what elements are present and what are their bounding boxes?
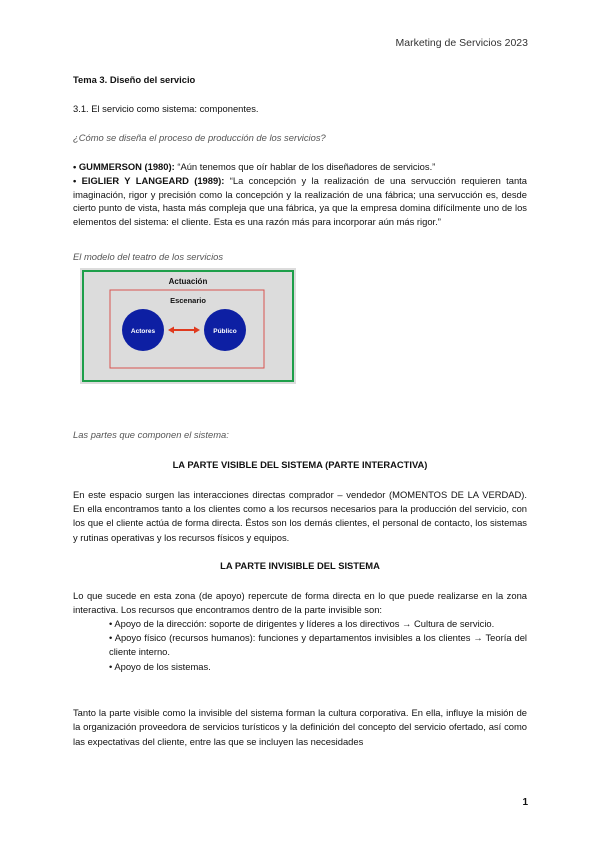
quote-eiglier — [73, 174, 527, 229]
theatre-model-diagram — [80, 268, 296, 384]
publico-label: Público — [213, 328, 237, 335]
escenario-label: Escenario — [170, 296, 206, 305]
quote-gummerson — [73, 160, 527, 174]
parts-caption: Las partes que componen el sistema: — [73, 429, 229, 440]
quotes-block — [73, 160, 527, 229]
visible-part-body: En este espacio surgen las interacciones directas comprador – vendedor (MOMENTOS DE LA VERDAD). En ella encontramos tanto a los clientes como a los recursos necesarios para la producción del servicio, con los que el cliente actúa de forma directa. Éstos son los demás clientes, el personal de contacto, los sistemas y rutinas operativas y los recursos físicos y equipos. — [73, 489, 527, 543]
visible-part-heading: LA PARTE VISIBLE DEL SISTEMA (PARTE INTERACTIVA) — [172, 459, 428, 470]
closing-paragraph: Tanto la parte visible como la invisible del sistema forman la cultura corporativa. En ella, influye la misión de la organización proveedora de servicios turísticos y la definición del concepto del servicio ofertado, así como las expectativas del cliente, entre las que se incluyen las necesidades — [73, 707, 527, 747]
guiding-question: ¿Cómo se diseña el proceso de producción de los servicios? — [73, 132, 326, 143]
support-list — [109, 617, 527, 674]
list-item: • Apoyo de los sistemas. — [109, 660, 211, 672]
quote-author: • EIGLIER Y LANGEARD (1989): — [73, 174, 225, 186]
list-item: • Apoyo físico (recursos humanos): funciones y departamentos invisibles a los clientes → Teoría del cliente interno. — [109, 632, 527, 658]
list-item: • Apoyo de la dirección: soporte de dirigentes y líderes a los directivos → Cultura de servicio. — [109, 618, 495, 629]
invisible-part-heading: LA PARTE INVISIBLE DEL SISTEMA — [220, 560, 380, 571]
invisible-part-body: Lo que sucede en esta zona (de apoyo) repercute de forma directa en lo que puede realizarse en la zona interactiva. Los recursos que encontramos dentro de la parte invisible son: — [73, 590, 527, 616]
page-header: Marketing de Servicios 2023 — [395, 37, 528, 49]
section-subtitle: 3.1. El servicio como sistema: componentes. — [73, 103, 259, 114]
diagram-caption: El modelo del teatro de los servicios — [73, 251, 224, 262]
page-number: 1 — [522, 797, 528, 808]
quote-text: “Aún tenemos que oír hablar de los diseñadores de servicios.” — [174, 161, 436, 172]
actuacion-label: Actuación — [168, 277, 208, 286]
page-title: Tema 3. Diseño del servicio — [73, 74, 196, 85]
quote-author: • GUMMERSON (1980): — [73, 161, 175, 172]
quote-text: “La concepción y la realización de una servucción requieren tanta imaginación, rigor y precisión como la concepción y la realización de una fábrica; una servucción es, desde cierto punto de vista, hasta más compleja que una fábrica, ya que la empresa domina difícilmente uno de los elementos del sistema: el cliente. Esta es una razón más para incorporar aún más rigor.” — [73, 174, 528, 228]
actores-label: Actores — [130, 328, 156, 335]
